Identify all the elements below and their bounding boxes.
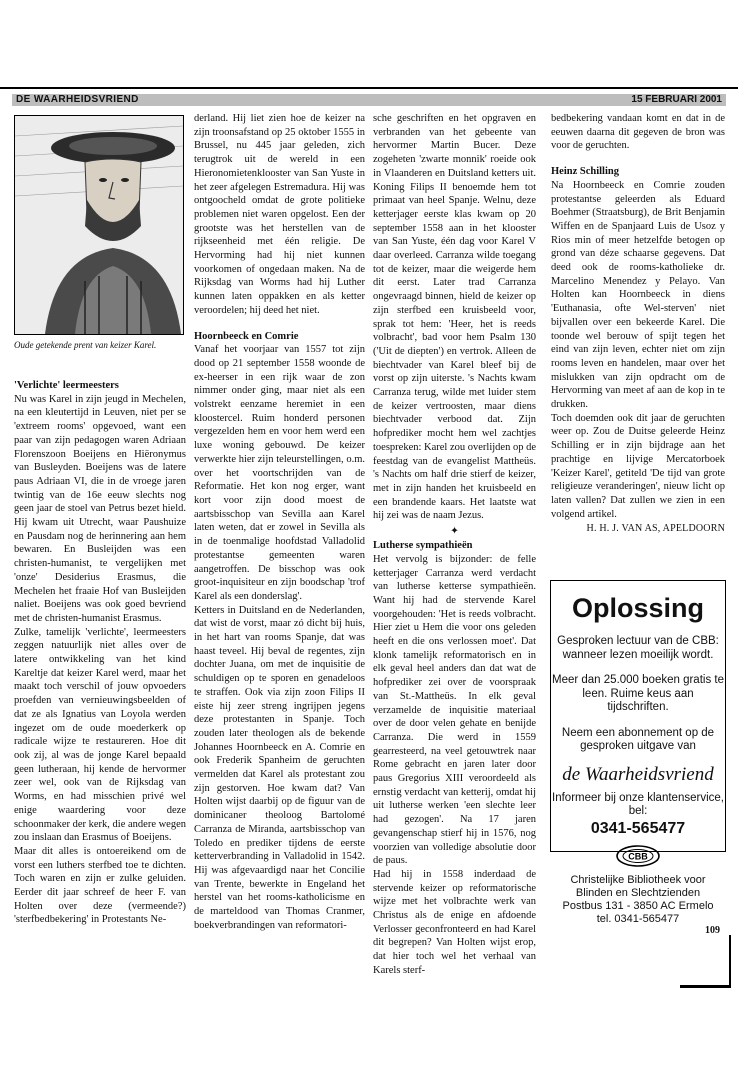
paragraph: Na Hoornbeeck en Comrie zouden protestantse geleerden als Eduard Boehmer (Straatsburg), de Brit Benjamin Wiffen en de Spanjaard Luis de Usoz y Rios min of meer hetzelfde betogen op grond van déze schaarse gegevens. Dat deed ook de rooms-katholieke dr. Marcelino Menendez y Pelayo. Van Holten kan Hoornbeeck in diens 'Euthanasia, ofte Wel-sterven' niet bijvallen over een bekeerde Karel. Die toonde wel berouw of spijt tegen het eind van zijn leven, echter niet om zijn rooms leven en handelen, maar over het mislukken van zijn opdracht om de Hervorming van meet af aan de kop in te drukken. xyxy=(551,179,725,411)
paragraph: Toch doemden ook dit jaar de geruchten weer op. Zou de Duitse geleerde Heinz Schilling er in zijn bijdrage aan het prachtige en lijvige Mercatorboek 'Keizer Karel', getiteld 'De tijd van grote religieuze veranderingen', nieuw licht op laten vallen? Dat zullen we zien in een volgend artikel. xyxy=(551,412,725,520)
image-caption: Oude getekende prent van keizer Karel. xyxy=(14,340,157,350)
paragraph: Zulke, tamelijk 'verlichte', leermeesters zeggen natuurlijk niet alles over de latere ontwikkeling van het kind Kareltje dat keizer Karel werd, maar het maakt toch verschil of jouw opvoeders proefden van vernieuwingsbeelden of dat ze als Ignatius van Loyola werden ingezet om de oude moederkerk op radicale wijze te restaureren. Hoe dit ook zij, al was de jonge Karel bepaald geen lutheraan, hij kende de hervormer zeer wel, ook van de Rijksdag van Worms, en had misschien privé wel enige waardering voor deze schoonmaker der kerk, die andere wegen zou inslaan dan Erasmus of Boeijens. xyxy=(14,626,187,844)
paragraph: sche geschriften en het opgraven en verbranden van het gebeente van hervormer Martin Bucer. Deze zogeheten 'zwarte monnik' roeide ook in Vlaanderen en Duitsland ketters uit. Koning Filips II benoemde hem tot primaat van heel Spanje. Welnu, deze ketterjager eerste klas kwam op 20 september 1558 aan in het klooster van San Yuste, één dag voor Karel V daar overleed. Carranza wilde toegang tot de keizer, maar die weigerde hem dit eerst. Later trad Carranza ongevraagd binnen, hield de keizer op zijn sterfbed een kruisbeeld voor, sprak tot hem: 'Heer, het is reeds volbracht', bad voor hem Psalm 130 ('Uit de diepten') en vertrok. Alleen de biechtvader van Karel bleef bij de vorst op zijn uiterste. 's Nachts kwam Carranza terug, wilde met luider stem de keizer vertroosten, maar diens biechtvader verbood dat. Zijn hofprediker mocht hem wel zachtjes toespreken: Karel zou overlijden op de feestdag van de evangelist Mattheüs. 's Nachts om half drie stierf de keizer, met in zijn handen het kruisbeeld en een brandende kaars. Het laatste wat hij zei was de naam Jezus. xyxy=(373,113,536,522)
section-ornament: ✦ xyxy=(450,526,459,538)
advertisement-box xyxy=(550,580,726,925)
section-heading: 'Verlichte' leermeesters xyxy=(14,380,119,391)
column-4 xyxy=(551,112,725,536)
section-heading: Lutherse sympathieën xyxy=(373,540,473,552)
page-number: 109 xyxy=(705,925,720,936)
column-1 xyxy=(14,112,186,927)
ad-phone: 0341-565477 xyxy=(590,819,686,837)
paragraph: derland. Hij liet zien hoe de keizer na zijn troonsafstand op 25 oktober 1555 in Brussel, nu 445 jaar geleden, zich terugtrok uit de wereld in een Hieronomietenklooster van San Yuste in het zeer afgelegen Estremadura. Hij was ontgoocheld omdat de grote politieke problemen niet waren opgelost. Een der grootste was het herstellen van de rijkseenheid met één religie. De Hervorming had hij niet kunnen voorkomen of ongedaan maken. Na de Rijksdag van Worms had hij Luther kunnen laten oppakken en als ketter veroordelen; hij deed het niet. xyxy=(194,113,365,316)
running-header xyxy=(12,94,726,106)
corner-mark xyxy=(680,985,731,988)
ad-organization: Christelijke Bibliotheek voor Blinden en Slechtzienden xyxy=(570,873,706,899)
section-heading: Heinz Schilling xyxy=(551,166,619,178)
ad-text: Informeer bij onze klantenservice, bel: xyxy=(552,791,724,817)
paragraph: Maar dit alles is ontoereikend om de vorst een luthers sterfbed toe te dichten. Toch waren en zijn er zulke geluiden. Eerder dit jaar schreef de heer F. van Holten over deze (vermeende?) 'sterfbedbekering' in Protestants Ne- xyxy=(14,845,186,926)
publication-name: DE WAARHEIDSVRIEND xyxy=(16,94,139,105)
ad-title: Oplossing xyxy=(571,593,704,623)
ad-text: Meer dan 25.000 boeken gratis te leen. Ruime keus aan tijdschriften. xyxy=(552,674,724,713)
ad-brand: de Waarheidsvriend xyxy=(562,763,714,785)
paragraph: Het vervolg is bijzonder: de felle ketterjager Carranza werd verdacht van lutherse ketterse sympathieën. Want hij had de stervende Karel voorgehouden: 'Het is reeds volbracht. Hier ziet u Hem die voor ons geleden heeft en die ons verlossen moet'. Dat klonk tamelijk reformatorisch en in elk geval heel anders dan dat wat de hofprediker zei over de voorspraak van St.-Mattheüs. In elk geval verzamelde de inquisitie materiaal over de door velen gehate en benijde Carranza. Die werd in 1559 gearresteerd, na veel getouwtrek naar Rome gebracht en jaren later door paus Gregorius XIII veroordeeld als ernstig verdacht van ketterij, omdat hij uit lutherse werken 'een slechte leer had gezogen'. Na 17 jaren gevangenschap stierf hij in 1576, nog voorzien van volledige absolutie door de paus. xyxy=(373,553,536,867)
corner-mark xyxy=(729,935,731,987)
issue-date: 15 FEBRUARI 2001 xyxy=(631,94,722,105)
paragraph: Nu was Karel in zijn jeugd in Mechelen, na een kleutertijd in Leuven, niet per se 'extreem rooms' opgevoed, want een paar van zijn pedagogen waren Adriaan Florenszoon Boeijens en Hiëronymus van Busleyden. Boeijens was de latere paus Adriaan VI, die in de vroege jaren twintig van de 16e eeuw slechts nog geen jaar de stoel van Petrus bezet hield. Hij kwam uit Utrecht, waar Paushuize en Pausdam nog de herinnering aan hem bewaren. En Busleijden was een christen-humanist, te vergelijken met 'onze' Desiderius Erasmus, die Mechelen het fraaie Hof van Busleijden naliet. Boeijens was ook goed bevriend met de christen-humanist Erasmus. xyxy=(14,393,186,624)
ad-address: Postbus 131 - 3850 AC Ermelo xyxy=(562,899,714,912)
column-3 xyxy=(373,112,536,978)
paragraph: Had hij in 1558 inderdaad de stervende keizer op reformatorische wijze met het volbrachte werk van Christus als de enige en afdoende Verlosser geconfronteerd en had Karel dit begrepen? Van Holten wijst erop, dat hier toch wel het verhaal van Karels sterf- xyxy=(373,868,536,976)
paragraph: Ketters in Duitsland en de Nederlanden, dat wist de vorst, maar zó dicht bij huis, in het hart van rooms Spanje, dat was haast teveel. Hij beval de regentes, zijn dochter Juana, om met de inquisitie de schuldigen op te sporen en genadeloos te straffen. Ook via zijn zoon Filips II eiste hij zeer streng ingrijpen jegens deze protestanten in Spanje. Toch zouden later theologen als de bekende Johannes Hoornbeeck en A. Comrie en ook Frederik Spanheim de geruchten vermelden dat Karel als protestant zou zijn gestorven. Hoe kwam dat? Van Holten wijst daarbij op de figuur van de dominicaner theoloog Bartolomé Carranza de Miranda, aartsbisschop van Toledo en prediker tijdens de eerste ketterverbranding in Valladolid in 1542. Hij was afgevaardigd naar het Concilie van Trente, bewerkte in Engeland het herstel van het rooms-katholicisme en de marteldood van Thomas Cranmer, boekverbrandingen van reformatori- xyxy=(194,604,365,931)
paragraph: Vanaf het voorjaar van 1557 tot zijn dood op 21 september 1558 woonde de ex-heerser in een rijk waar de zon nimmer onder ging, maar niet als een volstrekt eenzame heremiet in een kloostercel. Ruim honderd personen vergezelden hem en voor hem werd een luxe woning gebouwd. De keizer verwerkte hier zijn teleurstellingen, o.m. over het voortschrijden van de Reformatie. Het kon nog erger, want kort voor zijn dood moest de aartsbisschop van Sevilla aan Karel laten weten, dat er zowel in Sevilla als in de toenmalige hoofdstad Valladolid protestantse gemeenten waren aangetroffen. De bisschop was ook groot-inquisiteur en zijn boodschap 'trof Karel als een donderslag'. xyxy=(194,344,365,602)
ad-telephone: tel. 0341-565477 xyxy=(596,912,680,925)
column-2 xyxy=(194,112,365,932)
top-rule xyxy=(0,87,738,89)
ad-text: Neem een abonnement op de gesproken uitgave van xyxy=(561,726,715,752)
paragraph: bedbekering vandaan komt en dat in de eeuwen daarna dit gegeven de bron was voor de geruchten. xyxy=(551,113,725,152)
portrait-image xyxy=(14,115,184,335)
author-signature: H. H. J. VAN AS, APELDOORN xyxy=(586,523,725,535)
section-heading: Hoornbeeck en Comrie xyxy=(194,330,299,342)
portrait-engraving xyxy=(15,116,183,334)
cbb-logo-icon xyxy=(615,845,661,867)
ad-text: Gesproken lectuur van de CBB: wanneer lezen moeilijk wordt. xyxy=(557,635,719,661)
svg-text:CBB: CBB xyxy=(628,851,648,861)
